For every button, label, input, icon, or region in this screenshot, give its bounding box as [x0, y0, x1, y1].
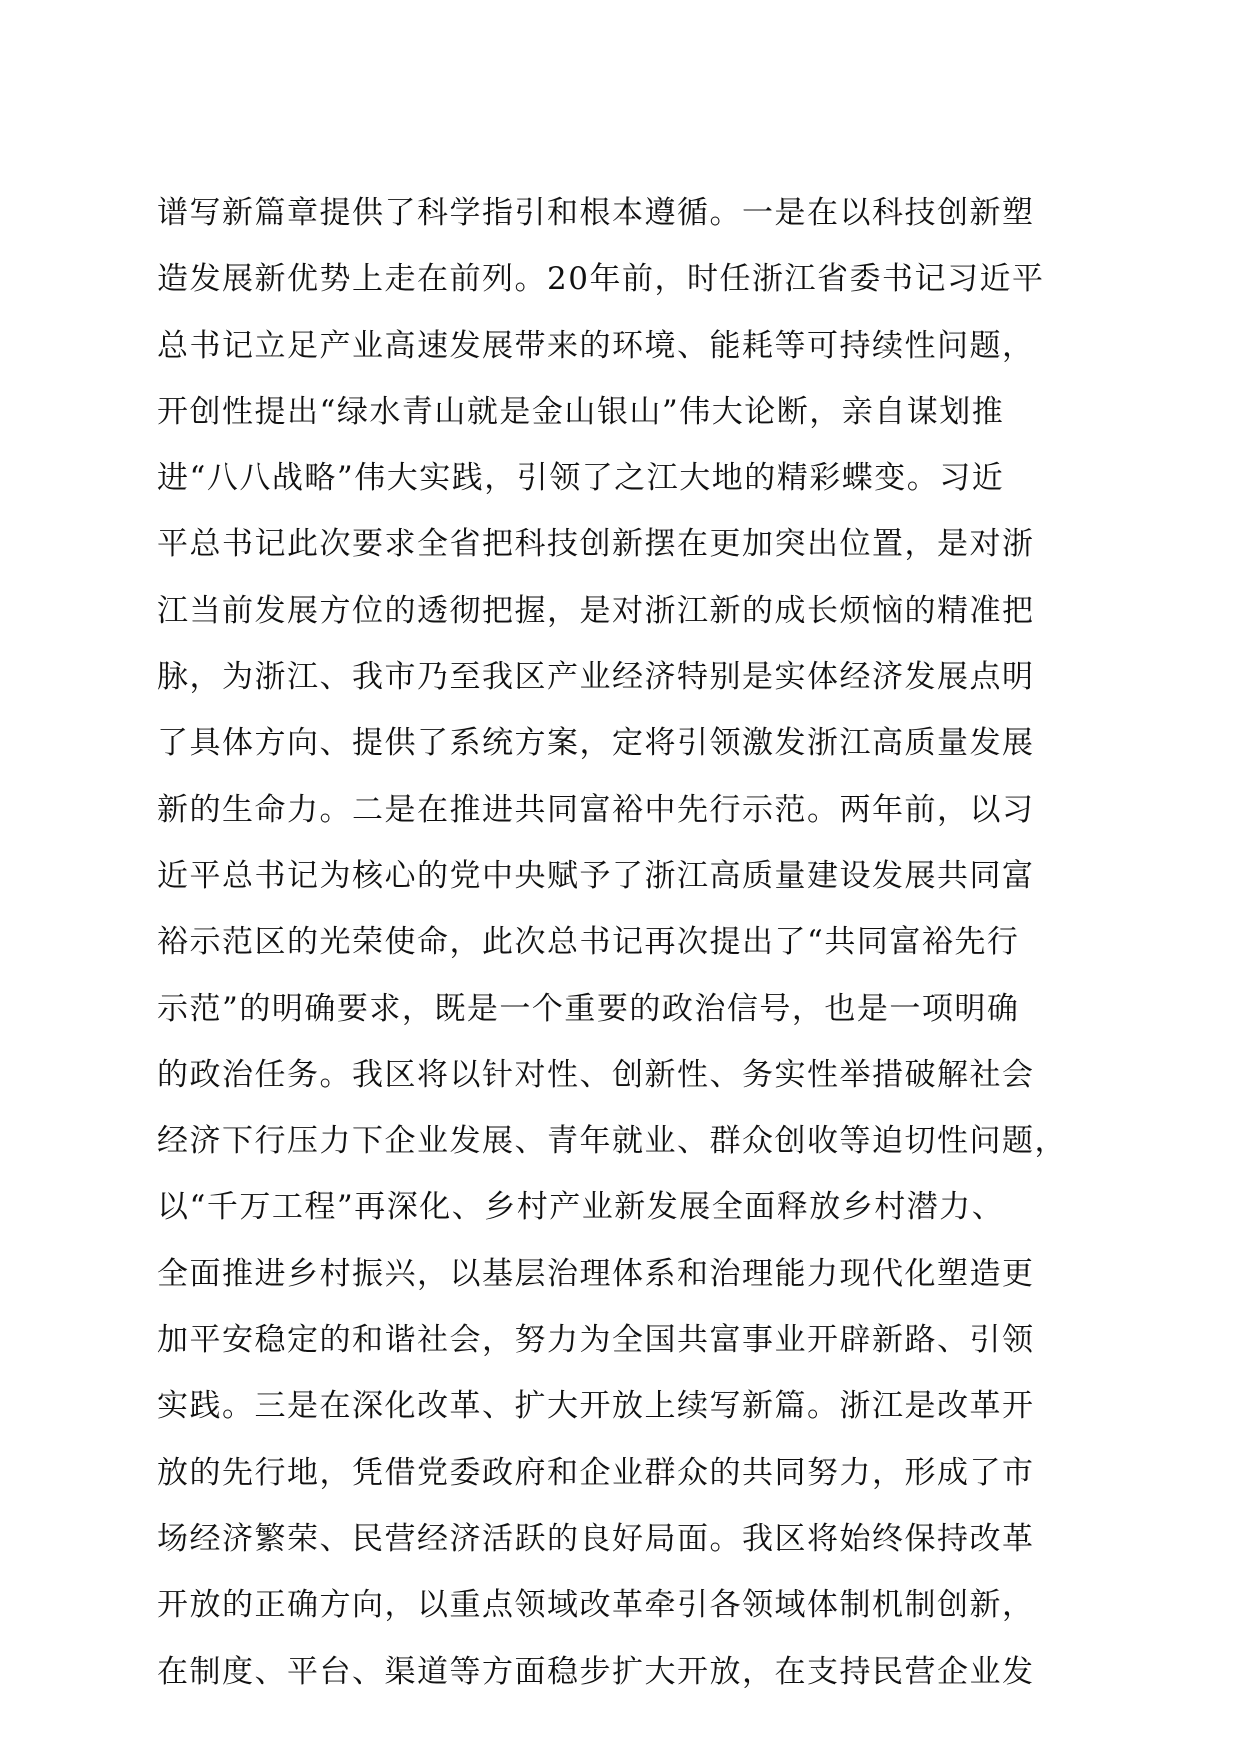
text-line-22: 开放的正确方向，以重点领域改革牵引各领域体制机制创新，	[157, 1587, 1035, 1624]
text-line-7: 江当前发展方位的透彻把握，是对浙江新的成长烦恼的精准把	[157, 592, 1035, 629]
text-line-17: 全面推进乡村振兴，以基层治理体系和治理能力现代化塑造更	[157, 1255, 1035, 1292]
text-line-8: 脉，为浙江、我市乃至我区产业经济特别是实体经济发展点明	[157, 659, 1035, 696]
text-line-9: 了具体方向、提供了系统方案，定将引领激发浙江高质量发展	[157, 725, 1035, 762]
text-line-19: 实践。三是在深化改革、扩大开放上续写新篇。浙江是改革开	[157, 1388, 1035, 1425]
text-line-16: 以“千万工程”再深化、乡村产业新发展全面释放乡村潜力、	[157, 1189, 1005, 1226]
text-line-11: 近平总书记为核心的党中央赋予了浙江高质量建设发展共同富	[157, 857, 1035, 894]
text-line-5: 进“八八战略”伟大实践，引领了之江大地的精彩蝶变。习近	[157, 460, 1005, 497]
text-line-15: 经济下行压力下企业发展、青年就业、群众创收等迫切性问题，	[157, 1123, 1067, 1160]
text-line-6: 平总书记此次要求全省把科技创新摆在更加突出位置，是对浙	[157, 526, 1035, 563]
text-line-2: 造发展新优势上走在前列。20年前，时任浙江省委书记习近平	[157, 261, 1045, 298]
text-line-3: 总书记立足产业高速发展带来的环境、能耗等可持续性问题，	[157, 327, 1035, 364]
text-line-18: 加平安稳定的和谐社会，努力为全国共富事业开辟新路、引领	[157, 1322, 1035, 1359]
body-paragraph	[157, 180, 1092, 1705]
text-line-23: 在制度、平台、渠道等方面稳步扩大开放，在支持民营企业发	[157, 1653, 1035, 1690]
text-line-12: 裕示范区的光荣使命，此次总书记再次提出了“共同富裕先行	[157, 924, 1020, 961]
text-line-1: 谱写新篇章提供了科学指引和根本遵循。一是在以科技创新塑	[157, 195, 1035, 231]
text-line-20: 放的先行地，凭借党委政府和企业群众的共同努力，形成了市	[157, 1454, 1035, 1491]
text-line-14: 的政治任务。我区将以针对性、创新性、务实性举措破解社会	[157, 1056, 1035, 1093]
text-line-21: 场经济繁荣、民营经济活跃的良好局面。我区将始终保持改革	[157, 1520, 1035, 1557]
text-line-10: 新的生命力。二是在推进共同富裕中先行示范。两年前，以习	[157, 791, 1035, 828]
text-line-13: 示范”的明确要求，既是一个重要的政治信号，也是一项明确	[157, 990, 1020, 1027]
text-line-4: 开创性提出“绿水青山就是金山银山”伟大论断，亲自谋划推	[157, 393, 1005, 430]
